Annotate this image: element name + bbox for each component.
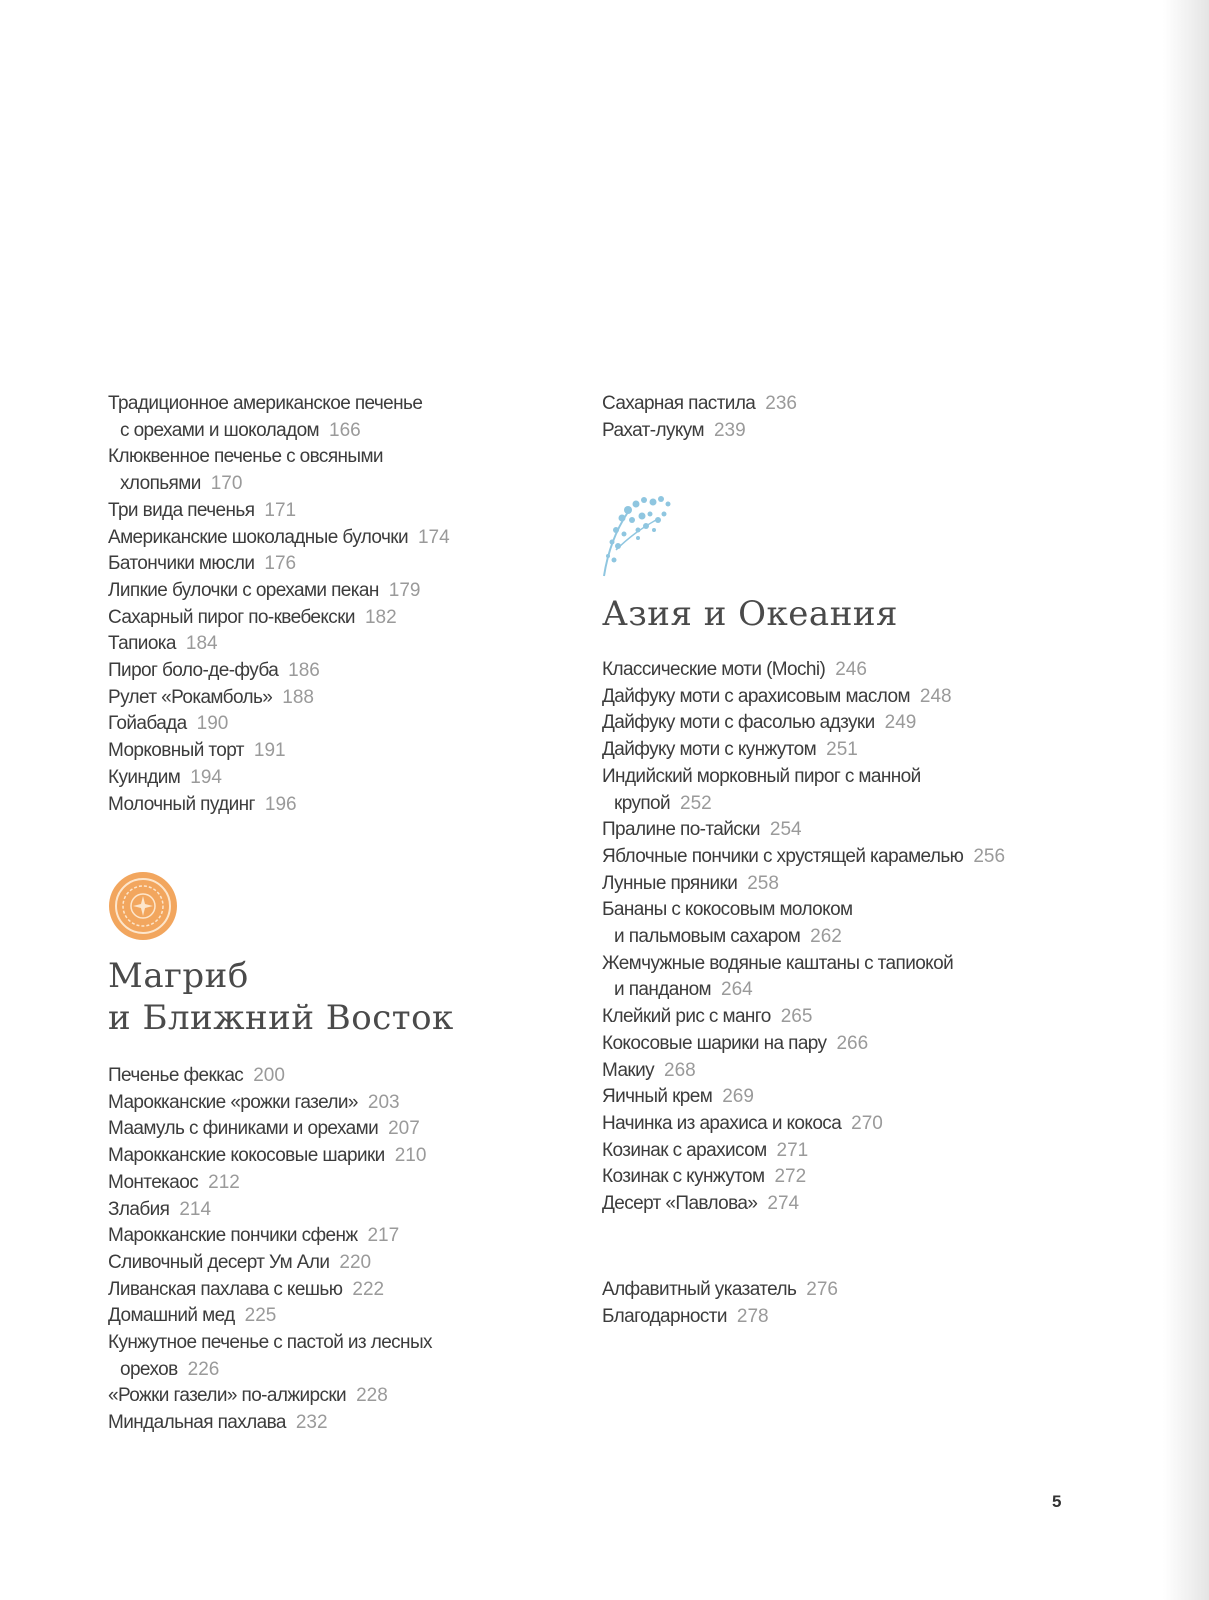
- toc-entry: [602, 764, 1082, 817]
- toc-entry-title: [108, 713, 228, 734]
- toc-entry-text: Рулет «Рокамболь»: [108, 686, 273, 708]
- toc-entry: [602, 1164, 1082, 1191]
- toc-entry-title: Жемчужные водяные каштаны с тапиокой: [602, 952, 954, 974]
- orange-ornament-icon: [108, 871, 178, 941]
- toc-entry-page-number: 251: [826, 739, 858, 761]
- toc-entry-text: Молочный пудинг: [108, 793, 255, 815]
- toc-entry-text: Дайфуку моти с фасолью адзуки: [602, 712, 875, 734]
- section-title-line: Магриб: [108, 956, 249, 996]
- toc-entry-title: [602, 739, 858, 760]
- toc-entry: [602, 684, 1082, 711]
- toc-entry-page-number: 170: [210, 473, 243, 495]
- toc-entry-text: с орехами и шоколадом: [120, 419, 320, 441]
- toc-entry-page-number: 246: [835, 659, 867, 680]
- toc-entry: [108, 792, 578, 819]
- toc-entry-title: [602, 1006, 812, 1027]
- toc-entry-title: [602, 420, 746, 441]
- toc-entry-text: Три вида печенья: [108, 499, 255, 521]
- toc-entry-page-number: 176: [264, 553, 297, 575]
- toc-entry-page-number: 266: [836, 1032, 869, 1054]
- toc-entry-page-number: 262: [810, 926, 842, 948]
- toc-entry: [108, 631, 578, 658]
- toc-entry-text: Гойабада: [108, 713, 187, 735]
- toc-entry: [108, 1330, 578, 1383]
- toc-entry-page-number: 200: [253, 1065, 285, 1086]
- toc-entry: [108, 551, 578, 578]
- section-title-line: Азия и Океания: [602, 594, 898, 634]
- toc-entry-page-number: 274: [767, 1193, 800, 1215]
- toc-entry-text: крупой: [614, 792, 671, 814]
- toc-entry: [108, 1250, 578, 1277]
- toc-entry-title: [108, 1357, 578, 1384]
- toc-entry-text: Пирог боло-де-фуба: [108, 660, 279, 682]
- toc-entry-text: Десерт «Павлова»: [602, 1193, 758, 1215]
- toc-entry-text: Злабия: [108, 1198, 170, 1220]
- toc-entry-title: [108, 1412, 328, 1433]
- toc-entry-title: [602, 1086, 754, 1107]
- toc-entry: [108, 738, 578, 765]
- toc-entry-title: [602, 791, 1082, 818]
- toc-entry: [108, 1116, 578, 1143]
- toc-entry-page-number: 248: [919, 685, 952, 707]
- toc-entry-page-number: 207: [388, 1118, 420, 1140]
- toc-entry-page-number: 225: [244, 1305, 277, 1327]
- toc-entry-page-number: 220: [339, 1251, 372, 1273]
- toc-entry-text: Миндальная пахлава: [108, 1412, 286, 1434]
- toc-entry-page-number: 228: [356, 1385, 388, 1407]
- toc-entry: [602, 1138, 1082, 1165]
- toc-entry-page-number: 179: [388, 579, 421, 601]
- toc-entry: [602, 1191, 1082, 1218]
- toc-entry-text: Козинак с арахисом: [602, 1139, 767, 1161]
- toc-entry-title: [108, 527, 450, 548]
- toc-entry-page-number: 269: [722, 1086, 754, 1108]
- toc-entry-title: [108, 1065, 285, 1086]
- toc-entry: [108, 1277, 578, 1304]
- toc-entry-title: [602, 1193, 799, 1214]
- toc-entry-page-number: 184: [185, 633, 218, 655]
- toc-entry-title: [108, 1092, 400, 1113]
- toc-entry: [602, 951, 1082, 1004]
- toc-entry-title: [602, 686, 952, 707]
- toc-entry-title: [108, 687, 314, 708]
- toc-entry-text: и пальмовым сахаром: [614, 926, 801, 948]
- toc-entry-page-number: 276: [806, 1279, 838, 1300]
- toc-entry-text: Яичный крем: [602, 1086, 713, 1108]
- toc-entry-title: [108, 1172, 240, 1193]
- toc-entry-title: [602, 924, 1082, 951]
- toc-entry: [108, 711, 578, 738]
- toc-entry-page-number: 194: [190, 766, 222, 788]
- toc-entry: [108, 1063, 578, 1090]
- toc-entry-title: [602, 846, 1005, 867]
- toc-entry-title: [602, 1166, 806, 1187]
- toc-entry-title: [108, 580, 420, 601]
- toc-entry-page-number: 249: [884, 712, 917, 734]
- toc-entry: [108, 1170, 578, 1197]
- toc-entry-text: Начинка из арахиса и кокоса: [602, 1112, 842, 1134]
- toc-entry-text: Печенье феккас: [108, 1065, 244, 1086]
- toc-entry-page-number: 264: [721, 979, 753, 1001]
- toc-entry-page-number: 166: [329, 419, 361, 441]
- toc-entry-text: Сахарная пастила: [602, 393, 756, 414]
- toc-entry: [602, 1058, 1082, 1085]
- page-number: 5: [1052, 1492, 1063, 1511]
- toc-entry-text: Куиндим: [108, 766, 181, 788]
- toc-entry-text: орехов: [120, 1358, 178, 1380]
- toc-entry-page-number: 203: [367, 1091, 400, 1113]
- toc-entry-text: Лунные пряники: [602, 872, 738, 894]
- toc-entry-page-number: 272: [774, 1166, 807, 1188]
- toc-entry: [602, 1031, 1082, 1058]
- section-title-asia: [602, 593, 898, 635]
- toc-entry-text: Монтекаос: [108, 1171, 199, 1193]
- toc-entry: [602, 1004, 1082, 1031]
- toc-entry: [108, 685, 578, 712]
- toc-entry: [108, 1223, 578, 1250]
- toc-entry-title: [108, 633, 218, 654]
- toc-entry-title: [108, 794, 297, 815]
- toc-entry-text: Кокосовые шарики на пару: [602, 1032, 827, 1054]
- toc-entry-text: Яблочные пончики с хрустящей карамелью: [602, 845, 964, 867]
- toc-entry-page-number: 270: [851, 1112, 883, 1134]
- toc-entry-page-number: 191: [253, 740, 286, 762]
- toc-entry-page-number: 258: [747, 872, 779, 894]
- toc-entry: [602, 657, 1082, 684]
- toc-entry: [602, 1304, 1082, 1331]
- toc-entry-text: Благодарности: [602, 1305, 727, 1327]
- toc-entry: [602, 1277, 1082, 1304]
- toc-entry-title: [602, 1140, 808, 1161]
- toc-entry-page-number: 186: [288, 660, 320, 682]
- toc-list-back-matter: [602, 1277, 1082, 1330]
- toc-entry-title: [602, 1279, 838, 1300]
- toc-entry-page-number: 196: [264, 793, 297, 815]
- toc-entry-page-number: 212: [208, 1171, 240, 1193]
- toc-entry-text: Рахат-лукум: [602, 419, 704, 441]
- toc-entry-title: [602, 1060, 696, 1081]
- toc-entry-text: Марокканские кокосовые шарики: [108, 1145, 385, 1167]
- toc-entry-page-number: 232: [295, 1412, 328, 1434]
- toc-entry-text: хлопьями: [120, 473, 201, 495]
- toc-entry: [108, 765, 578, 792]
- toc-entry-title: Кунжутное печенье с пастой из лесных: [108, 1332, 432, 1354]
- toc-entry-title: Бананы с кокосовым молоком: [602, 899, 853, 921]
- section-title-maghreb: [108, 955, 454, 1039]
- toc-entry: [108, 1090, 578, 1117]
- toc-entry-text: Пралине по-тайски: [602, 819, 760, 841]
- toc-entry: [602, 844, 1082, 871]
- toc-entry-title: [602, 659, 867, 680]
- toc-entry-title: Традиционное американское печенье: [108, 393, 423, 414]
- toc-entry: [108, 605, 578, 632]
- toc-entry: [108, 1410, 578, 1437]
- toc-entry-title: [108, 1252, 371, 1273]
- toc-entry-title: [602, 712, 916, 733]
- toc-entry-text: Морковный торт: [108, 740, 244, 762]
- page-edge-shadow: [1163, 0, 1209, 1600]
- toc-entry-title: [602, 1306, 769, 1327]
- toc-entry-text: Тапиока: [108, 633, 176, 655]
- toc-entry-page-number: 278: [736, 1305, 769, 1327]
- toc-entry: [602, 871, 1082, 898]
- toc-entry-title: [108, 1305, 276, 1326]
- toc-entry-text: Дайфуку моти с арахисовым маслом: [602, 685, 910, 707]
- toc-entry-text: Сливочный десерт Ум Али: [108, 1251, 330, 1273]
- section-title-line: и Ближний Восток: [108, 998, 454, 1038]
- toc-entry-text: Липкие булочки с орехами пекан: [108, 579, 379, 601]
- toc-entry-title: [108, 553, 296, 574]
- toc-entry-title: [108, 500, 296, 521]
- toc-entry-page-number: 271: [776, 1139, 809, 1161]
- toc-entry: [602, 1111, 1082, 1138]
- toc-entry: [602, 418, 1082, 445]
- toc-entry: [602, 817, 1082, 844]
- toc-entry: [108, 578, 578, 605]
- toc-entry-page-number: 214: [179, 1198, 212, 1220]
- toc-entry-title: [108, 607, 397, 628]
- toc-entry-page-number: 188: [282, 686, 314, 708]
- toc-entry-text: Козинак с кунжутом: [602, 1166, 765, 1188]
- toc-entry-text: Клейкий рис с манго: [602, 1006, 771, 1028]
- toc-list-asia: [602, 657, 1082, 1218]
- toc-entry-title: [108, 1118, 420, 1139]
- toc-entry: [602, 391, 1082, 418]
- toc-entry: [602, 1084, 1082, 1111]
- toc-entry-title: [108, 767, 222, 788]
- toc-entry-title: [108, 740, 286, 761]
- toc-entry-title: [602, 1033, 868, 1054]
- toc-entry-page-number: 190: [196, 713, 229, 735]
- toc-entry-title: [602, 819, 802, 840]
- toc-entry-page-number: 226: [187, 1358, 220, 1380]
- toc-list-maghreb: [108, 1063, 578, 1437]
- toc-entry: [108, 1197, 578, 1224]
- toc-entry: [108, 444, 578, 497]
- toc-entry-page-number: 254: [769, 819, 802, 841]
- toc-entry-text: и панданом: [614, 979, 712, 1001]
- toc-entry-text: Макиу: [602, 1059, 655, 1081]
- toc-entry-page-number: 182: [364, 606, 397, 628]
- toc-entry-page-number: 268: [664, 1059, 696, 1081]
- toc-entry-title: [602, 393, 797, 414]
- toc-entry-page-number: 174: [417, 526, 450, 548]
- toc-entry-page-number: 265: [780, 1006, 813, 1028]
- toc-entry-text: Классические моти (Mochi): [602, 659, 826, 680]
- toc-entry: [108, 498, 578, 525]
- toc-entry-title: [108, 1145, 426, 1166]
- toc-entry-title: Клюквенное печенье с овсяными: [108, 446, 383, 468]
- toc-entry-title: [602, 977, 1082, 1004]
- toc-entry-text: Марокканские «рожки газели»: [108, 1091, 358, 1113]
- toc-entry-text: Марокканские пончики сфенж: [108, 1225, 358, 1247]
- toc-entry-title: [602, 1113, 883, 1134]
- toc-entry-title: [108, 1279, 384, 1300]
- toc-entry-title: [108, 660, 320, 681]
- toc-entry-title: [108, 418, 578, 445]
- toc-entry-page-number: 239: [713, 419, 746, 441]
- toc-entry: [108, 1383, 578, 1410]
- toc-entry-page-number: 171: [264, 499, 297, 521]
- blue-blossom-icon: [598, 490, 688, 580]
- toc-entry-text: Маамуль с финиками и орехами: [108, 1118, 379, 1140]
- toc-entry-title: [602, 873, 779, 894]
- toc-entry-text: «Рожки газели» по-алжирски: [108, 1385, 347, 1407]
- toc-entry: [108, 1143, 578, 1170]
- toc-entry-title: [108, 1385, 388, 1406]
- toc-entry: [108, 1303, 578, 1330]
- toc-entry-page-number: 252: [680, 792, 712, 814]
- toc-entry-page-number: 222: [352, 1278, 385, 1300]
- toc-entry: [108, 525, 578, 552]
- toc-entry-title: Индийский морковный пирог с манной: [602, 765, 921, 787]
- toc-entry-text: Батончики мюсли: [108, 553, 255, 575]
- toc-entry-page-number: 256: [973, 845, 1006, 867]
- toc-entry: [602, 737, 1082, 764]
- toc-list-americas: [108, 391, 578, 818]
- toc-entry-text: Ливанская пахлава с кешью: [108, 1278, 343, 1300]
- toc-entry: [108, 391, 578, 444]
- toc-entry-page-number: 210: [394, 1145, 427, 1167]
- toc-entry-page-number: 217: [367, 1225, 400, 1247]
- toc-entry-page-number: 236: [765, 393, 797, 414]
- toc-entry: [108, 658, 578, 685]
- toc-entry-title: [108, 1225, 399, 1246]
- toc-entry-title: [108, 471, 578, 498]
- toc-entry-title: [108, 1199, 211, 1220]
- toc-entry: [602, 710, 1082, 737]
- toc-entry: [602, 897, 1082, 950]
- toc-entry-text: Дайфуку моти с кунжутом: [602, 739, 817, 761]
- toc-entry-text: Алфавитный указатель: [602, 1279, 797, 1300]
- toc-entry-text: Домашний мед: [108, 1305, 235, 1327]
- toc-list-continued: [602, 391, 1082, 444]
- toc-entry-text: Сахарный пирог по-квебекски: [108, 606, 355, 628]
- toc-entry-text: Американские шоколадные булочки: [108, 526, 408, 548]
